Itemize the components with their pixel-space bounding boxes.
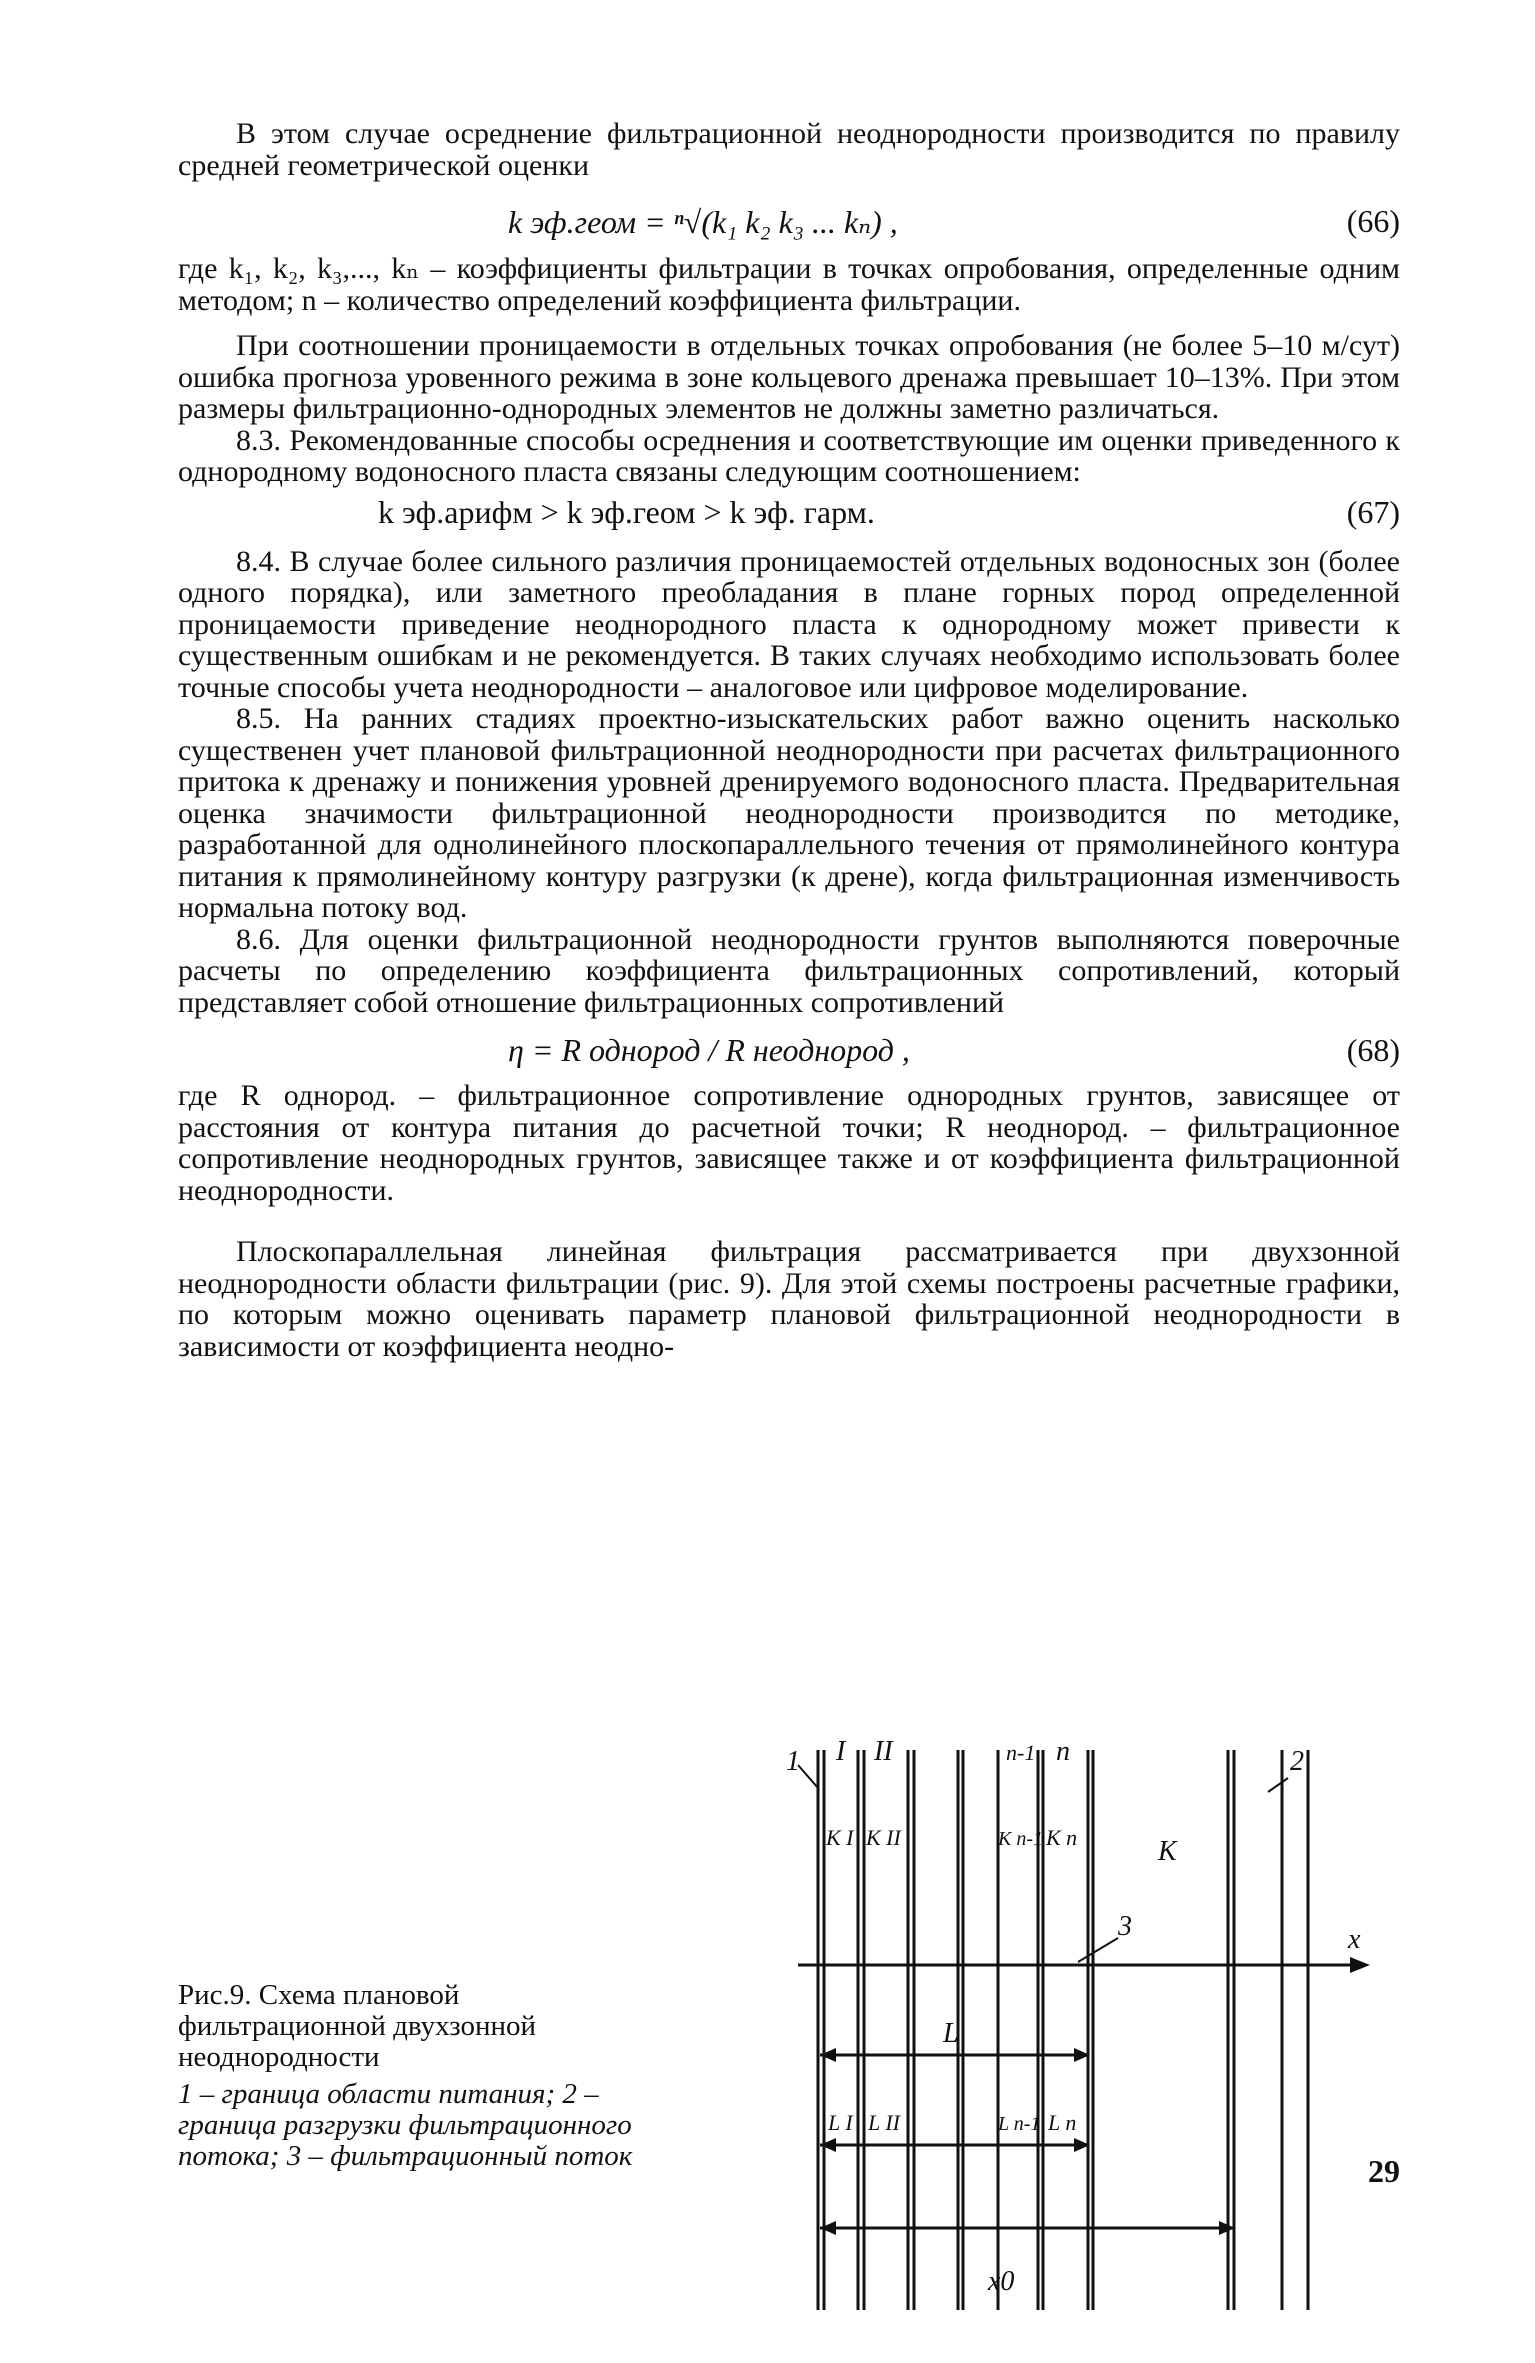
label-k: K xyxy=(1158,1836,1177,1867)
label-length-L: L xyxy=(943,2018,959,2049)
page-body xyxy=(178,117,1400,2297)
formula-67 xyxy=(178,488,1400,540)
label-zone-2: II xyxy=(874,1736,893,1767)
formula-67-number: (67) xyxy=(1346,493,1400,530)
label-length-ln1: L n-1 xyxy=(998,2113,1041,2135)
paragraph-8: где R однород. – фильтрационное сопротивление однородных грунтов, зависящее от расстояния от контура питания до расчетной точки; R неоднород. – фильтрационное сопротивление неоднородных грунтов, зависящее также и от коэффициента фильтрационной неоднородности. xyxy=(178,1079,1400,1207)
formula-68-expression: η = R однород / R неоднород , xyxy=(508,1032,910,1068)
figure-caption: Рис.9. Схема плановой фильтрационной двухзонной неоднородности xyxy=(178,1979,537,2073)
paragraph-5: 8.4. В случае более сильного различия проницаемостей отдельных водоносных зон (более одного порядка), или заметного преобладания в плане горных пород определенной проницаемости приведение неоднородного пласта к однородному может привести к существенным ошибкам и не рекомендуется. В таких случаях необходимо использовать более точные способы учета неоднородности – аналоговое или цифровое моделирование. xyxy=(178,544,1400,704)
paragraph-3: При соотношении проницаемости в отдельных точках опробования (не более 5–10 м/сут) ошибка прогноза уровенного режима в зоне кольцевого дренажа превышает 10–13%. При этом размеры фильтрационно-однородных элементов не должны заметно различаться. xyxy=(178,329,1400,425)
paragraph-1: В этом случае осреднение фильтрационной неоднородности производится по правилу средней геометрической оценки xyxy=(178,117,1400,182)
label-k2: K II xyxy=(866,1825,901,1850)
figure-caption-block xyxy=(178,1980,668,2172)
label-length-l1: L I xyxy=(828,2110,853,2135)
paragraph-7: 8.6. Для оценки фильтрационной неоднородности грунтов выполняются поверочные расчеты по определению коэффициента фильтрационных сопротивлений, который представляет собой отношение фильтрационных сопротивлений xyxy=(178,922,1400,1019)
formula-66-expression: k эф.геом = ⁿ√(k₁ k₂ k₃ ... kₙ) , xyxy=(508,204,898,240)
label-boundary-1: 1 xyxy=(786,1746,800,1777)
formula-68-number: (68) xyxy=(1346,1032,1400,1068)
label-flow-3: 3 xyxy=(1118,1911,1132,1942)
formula-66 xyxy=(178,181,1400,253)
label-zone-1: I xyxy=(836,1736,846,1767)
paragraph-9: Плоскопараллельная линейная фильтрация рассматривается при двухзонной неоднородности области фильтрации (рис. 9). Для этой схемы построены расчетные графики, по которым можно оценивать параметр плановой фильтрационной неоднородности в зависимости от коэффициента неодно- xyxy=(178,1235,1400,1363)
label-boundary-2: 2 xyxy=(1290,1746,1304,1777)
paragraph-4: 8.3. Рекомендованные способы осреднения и соответствующие им оценки приведенного к однородному водоносного пласта связаны следующим соотношением: xyxy=(178,423,1400,488)
label-kn1: K n-1 xyxy=(998,1828,1043,1850)
formula-68 xyxy=(178,1018,1400,1080)
label-length-l2: L II xyxy=(868,2110,900,2135)
figure-legend: 1 – граница области питания; 2 – граница разгрузки фильтрационного потока; 3 – фильтрационный поток xyxy=(178,2078,633,2172)
page-number: 29 xyxy=(1368,2153,1400,2189)
label-zone-n: n xyxy=(1056,1736,1070,1767)
label-zone-n1: n-1 xyxy=(1006,1740,1036,1765)
scheme-diagram xyxy=(698,1730,1398,2330)
formula-67-expression: k эф.арифм > k эф.геом > k эф. гарм. xyxy=(378,493,875,530)
formula-66-number: (66) xyxy=(1346,203,1400,239)
label-length-ln: L n xyxy=(1048,2110,1077,2135)
paragraph-2: где k₁, k₂, k₃,..., kₙ – коэффициенты фильтрации в точках опробования, определенные одним методом; n – количество определений коэффициента фильтрации. xyxy=(178,252,1400,317)
paragraph-6: 8.5. На ранних стадиях проектно-изыскательских работ важно оценить насколько существенен учет плановой фильтрационной неоднородности при расчетах фильтрационного притока к дренажу и понижения уровней дренируемого водоносного пласта. Предварительная оценка значимости фильтрационной неоднородности производится по методике, разработанной для однолинейного плоскопараллельного течения от прямолинейного контура питания к прямолинейному контуру разгрузки (к дрене), когда фильтрационная изменчивость нормальна потоку вод. xyxy=(178,702,1400,924)
label-kn: K n xyxy=(1046,1825,1078,1850)
label-k1: K I xyxy=(826,1825,854,1850)
label-axis-x: x xyxy=(1348,1924,1361,1955)
label-x0: x0 xyxy=(988,2266,1015,2297)
figure-9 xyxy=(178,1730,1400,2350)
